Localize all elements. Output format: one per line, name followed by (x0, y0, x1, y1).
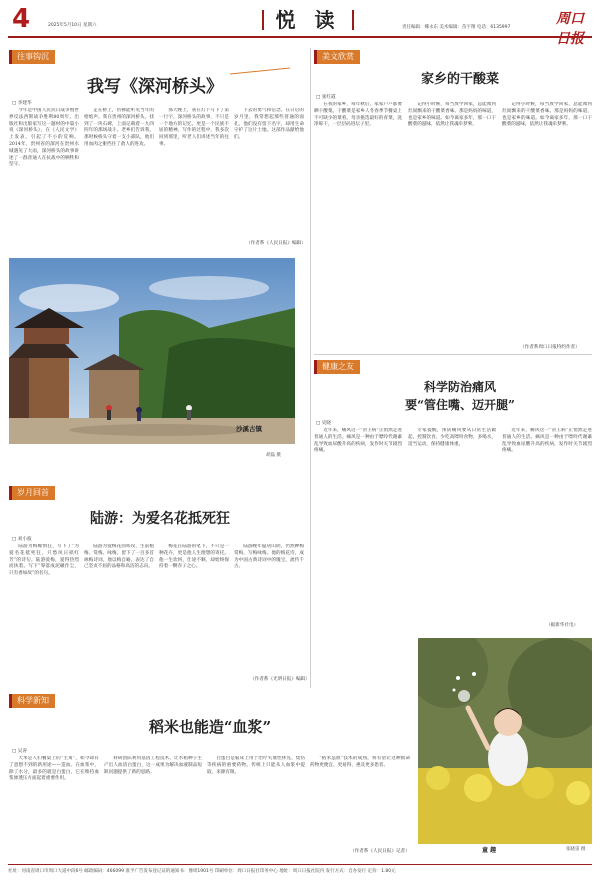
article2-col3: 梅花在陆游的笔下，不只是一种花卉，更是他人生理想的寄托。他一生坎坷，仕途不顺，却始终保持着一颗赤子之心。 (159, 544, 229, 570)
newspaper-logo: 周口日报 (556, 11, 584, 47)
photo-child-flowers (418, 638, 592, 844)
article3-col3: 白蛋白是临床上用于治疗失血性休克、烧伤等疾病的重要药物。传统上只能从人血浆中提取，来源有限。 (207, 756, 305, 775)
article2-byline: □ 刘小波 (12, 537, 32, 542)
photo1-caption: 沙溪古镇 (236, 425, 262, 433)
article4-title: 家乡的干酸菜 (420, 72, 499, 87)
photo1-credit: 胡磊 摄 (266, 453, 281, 458)
article5-col3: 近年来，痛风这一“帝王病”正悄然走进普通人的生活。痛风是一种由于嘌呤代谢紊乱导致血尿酸升高的疾病，发作时关节剧烈疼痛。 (502, 428, 592, 454)
article5-col2: 专家提醒，预防痛风要从日常生活做起，控制饮食，少吃高嘌呤食物，多喝水，适当运动，保持健康体重。 (408, 428, 496, 447)
town-illustration (9, 258, 295, 444)
tag-wangshi: 往事钩沉 (9, 50, 55, 64)
article1-title: 我写《深河桥头》 (87, 77, 223, 97)
headline-decoration (230, 66, 290, 76)
article4-col3: 记得小时候，每当放学回家，总能闻到灶间飘来的干酸菜香味。那是妈妈的味道，也是家乡的味道。如今离家多年，那一口干酸菜的滋味，依然让我魂牵梦萦。 (502, 102, 592, 128)
article3-col1: 大米是人们餐桌上的“主角”，如今却有了意想不到的新用途——造血。在血浆中，除了水分，最多的就是白蛋白，它在维持血浆渗透压方面起着重要作用。 (9, 756, 99, 782)
article5-col1: 近年来，痛风这一“帝王病”正悄然走进普通人的生活。痛风是一种由于嘌呤代谢紊乱导致血尿酸升高的疾病，发作时关节剧烈疼痛。 (314, 428, 402, 454)
article5-title-line1: 科学防治痛风 (423, 380, 496, 394)
right-divider (314, 354, 592, 355)
editors-line: 责任编辑：娜永东 美术编辑：苗宇翔 电话：6135997 (402, 25, 511, 30)
article2-sign: （作者系《光明日报》编辑） (250, 677, 310, 682)
article4-sign: （作者系周口日报特约作者） (520, 345, 580, 350)
article1-sign: （作者系《人民日报》编辑） (246, 241, 306, 246)
column-divider (310, 48, 311, 688)
article1-col3: 那天晚上，我在灯下写下了第一行字。深河桥头的故事，不只是一个地方的记忆，更是一个民族不屈的精神。写作的过程中，我多次回到那里，听老人们讲述当年的往事。 (159, 108, 229, 147)
issue-date: 2025年5月10日 星期六 (48, 23, 97, 28)
tag-meiwen: 美文欣赏 (314, 50, 360, 64)
article1-col1: 今年是中国人民抗日战争暨世界反法西斯战争胜利80周年。出版社和出版家写这一题材的中篇小说《深河桥头》，在《人民文学》上发表，引起了不小的反响。2014年，贵州省的深河在贵州水城遇见了大雨，深河桥头的故事讲述了一群普通人在抗战中的牺牲和坚守。 (9, 108, 79, 168)
article3-col4: “稻米造血”技术的成熟，将有望让这种救命药物更便宜、更易得，惠及更多患者。 (310, 756, 410, 768)
photo2-credit: 张晓雷 摄 (566, 847, 586, 852)
masthead (8, 4, 592, 47)
article4-col2: 记得小时候，每当放学回家，总能闻到灶间飘来的干酸菜香味。那是妈妈的味道，也是家乡的味道。如今离家多年，那一口干酸菜的滋味，依然让我魂牵梦萦。 (408, 102, 496, 128)
photo-shaxi-town (9, 258, 295, 444)
footer-info: 社址：河南省周口市周口大道中段6号 邮政编码：466099 准予广告发布登记证的通知书：豫周1901号 印刷单位：周口日报社印务中心 地址：周口日报社院内 发行方式：自办发行 定价：1.80元 (8, 864, 592, 874)
article5-sign: （据新华社电） (546, 623, 579, 628)
article1-byline: □ 李建华 (12, 101, 32, 106)
article1-col4: 下去的勇气和信念。在日后的岁月里，我常想起那些普通的面孔，他们没有留下名字，却用生命守护了这片土地。这部作品献给他们。 (234, 108, 304, 141)
article3-title: 稻米也能造“血浆” (148, 718, 272, 736)
article4-col1: 在我的家乡，每年秋后，家家户户都要晒干酸菜。干酸菜是家乡人冬春季节餐桌上不可缺少的菜肴。母亲挑选最好的青菜，洗净晾干，一层层码进坛子里。 (314, 102, 402, 128)
article4-byline: □ 张红霞 (316, 95, 336, 100)
article3-byline: □ 吴涛 (12, 749, 27, 754)
article2-col1: 陆游为梅痴情狂，写下了“为爱名花抵死狂，只愁风日损红芳”的诗句。陆游爱梅，爱得热烈而执着。写下“零落成泥碾作尘，只有香如故”的名句。 (9, 544, 79, 577)
article1-col2: 走在桥上，仿佛能听见当年的枪炮声。我在贵州的深河桥头，找到了一块石碑，上面记载着一九四四年的那场战斗。老乡们告诉我，那时候桥头守着一支小部队，他们用血肉之躯挡住了敌人的进攻。 (84, 108, 154, 147)
section-title: 悦 读 (256, 6, 360, 34)
article5-title-line2: 要“管住嘴、迈开腿” (405, 398, 515, 412)
article2-col2: 陆游为爱梅花而嗟叹，生前植梅、赏梅、咏梅，留下了一百多首咏梅诗词。他以梅自喻，表达了自己坚贞不屈的品格和高洁的志向。 (84, 544, 154, 570)
tag-kexue: 科学新知 (9, 694, 55, 708)
page-number: 4 (12, 4, 31, 34)
child-illustration (418, 638, 592, 844)
photo2-caption: 童 趣 (482, 847, 497, 854)
article2-col4: 陆游晚年隐居山阴，仍然种梅赏梅，写梅咏梅。他的梅花诗，成为中国古典诗词中的瑰宝，流传千古。 (234, 544, 304, 570)
article3-col2: 科研团队利用基因工程技术，让水稻种子生产出人血清白蛋白，这一成果为解决血液制品短缺问题提供了新的思路。 (104, 756, 202, 775)
tag-jiankang: 健康之友 (314, 360, 360, 374)
article2-title: 陆游：为爱名花抵死狂 (90, 511, 230, 527)
article3-sign: （作者系《人民日报》记者） (350, 849, 410, 854)
tag-suiyue: 岁月回首 (9, 486, 55, 500)
article5-byline: □ 史晓 (316, 421, 331, 426)
